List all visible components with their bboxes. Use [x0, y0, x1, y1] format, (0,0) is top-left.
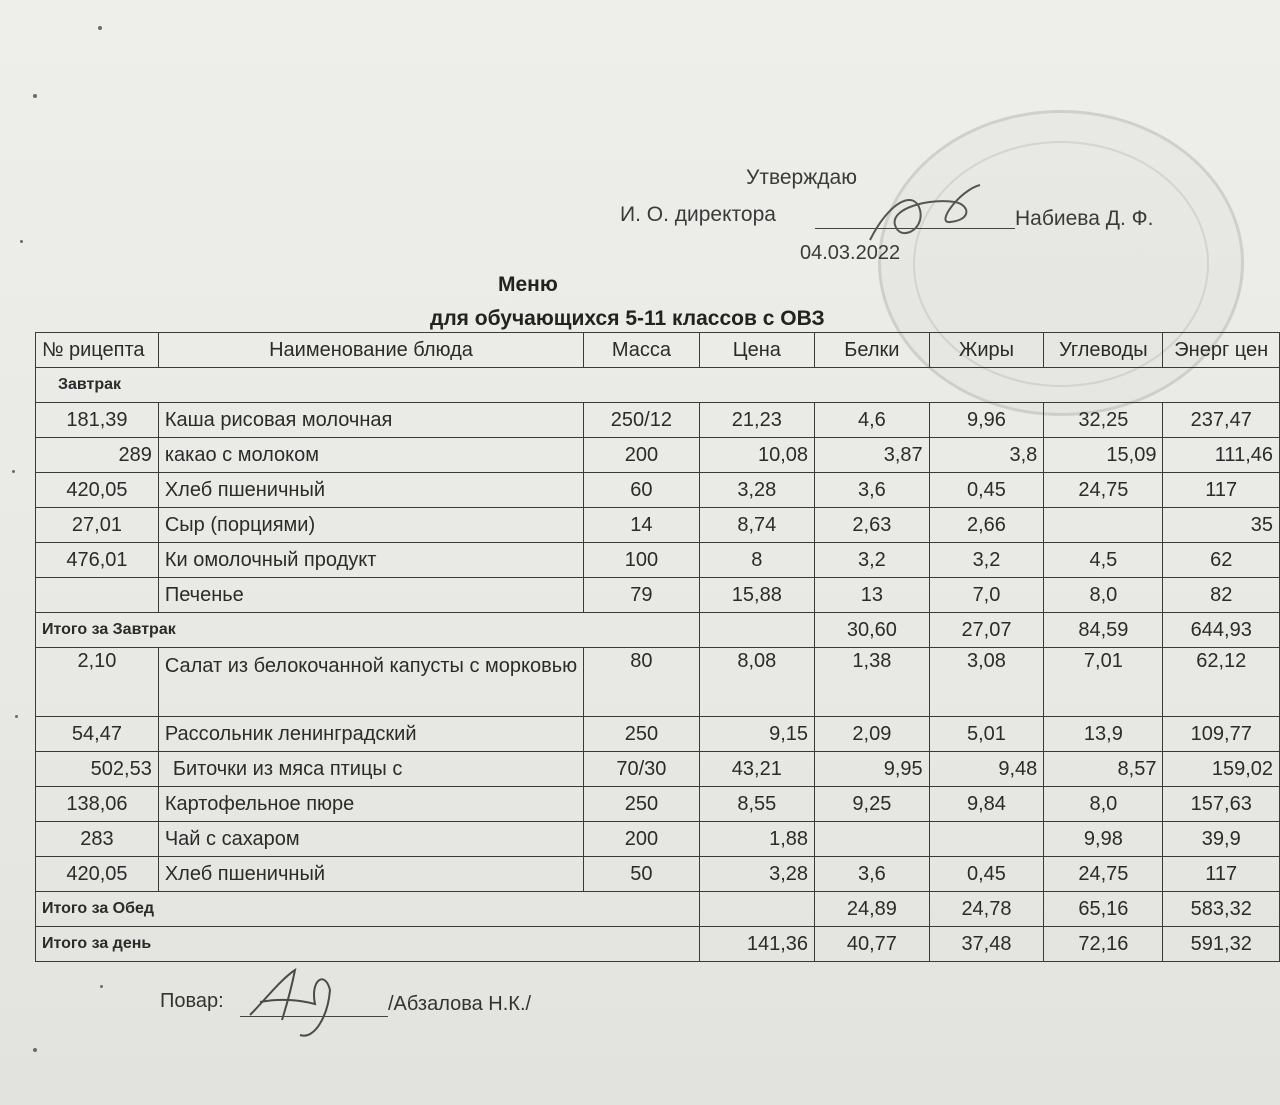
total-fat: 27,07: [929, 613, 1044, 648]
protein-cell: 2,63: [815, 508, 930, 543]
table-row: [36, 438, 1280, 473]
carbs-cell: 8,57: [1044, 752, 1163, 787]
dish-cell: Каша рисовая молочная: [158, 403, 583, 438]
total-price: [699, 613, 814, 648]
carbs-cell: 8,0: [1044, 578, 1163, 613]
table-row: [36, 473, 1280, 508]
carbs-cell: 9,98: [1044, 822, 1163, 857]
recipe-cell: 420,05: [36, 857, 159, 892]
director-name: Набиева Д. Ф.: [1015, 207, 1154, 230]
director-title: И. О. директора: [620, 203, 776, 226]
energy-cell: 62,12: [1163, 648, 1280, 717]
energy-cell: 82: [1163, 578, 1280, 613]
recipe-cell: 27,01: [36, 508, 159, 543]
total-carbs: 65,16: [1044, 892, 1163, 927]
total-energy: 591,32: [1163, 927, 1280, 962]
section-row-breakfast: [36, 368, 1280, 403]
table-row: [36, 717, 1280, 752]
carbs-cell: 4,5: [1044, 543, 1163, 578]
total-fat: 24,78: [929, 892, 1044, 927]
energy-cell: 157,63: [1163, 787, 1280, 822]
total-label: Итого за день: [36, 927, 700, 962]
total-protein: 40,77: [815, 927, 930, 962]
total-carbs: 84,59: [1044, 613, 1163, 648]
total-protein: 30,60: [815, 613, 930, 648]
speck: [33, 1048, 37, 1052]
carbs-cell: 15,09: [1044, 438, 1163, 473]
total-fat: 37,48: [929, 927, 1044, 962]
dish-cell: Хлеб пшеничный: [158, 473, 583, 508]
recipe-cell: 138,06: [36, 787, 159, 822]
total-price: [699, 892, 814, 927]
dish-cell: Рассольник ленинградский: [158, 717, 583, 752]
total-carbs: 72,16: [1044, 927, 1163, 962]
recipe-cell: 2,10: [36, 648, 159, 717]
section-label: Завтрак: [36, 368, 1280, 403]
protein-cell: 3,6: [815, 473, 930, 508]
energy-cell: 117: [1163, 473, 1280, 508]
dish-cell: Печенье: [158, 578, 583, 613]
protein-cell: 3,6: [815, 857, 930, 892]
energy-cell: 117: [1163, 857, 1280, 892]
price-cell: 8: [699, 543, 814, 578]
protein-cell: 2,09: [815, 717, 930, 752]
speck: [15, 715, 18, 718]
dish-cell: Хлеб пшеничный: [158, 857, 583, 892]
day-total-row: [36, 927, 1280, 962]
column-header: Масса: [584, 333, 699, 368]
energy-cell: 39,9: [1163, 822, 1280, 857]
dish-cell: Ки омолочный продукт: [158, 543, 583, 578]
table-row: [36, 822, 1280, 857]
price-cell: 43,21: [699, 752, 814, 787]
fat-cell: 7,0: [929, 578, 1044, 613]
total-energy: 583,32: [1163, 892, 1280, 927]
column-header: № рицепта: [36, 333, 159, 368]
mass-cell: 70/30: [584, 752, 699, 787]
mass-cell: 14: [584, 508, 699, 543]
dish-cell: Сыр (порциями): [158, 508, 583, 543]
fat-cell: 3,2: [929, 543, 1044, 578]
energy-cell: 62: [1163, 543, 1280, 578]
protein-cell: 3,2: [815, 543, 930, 578]
energy-cell: 111,46: [1163, 438, 1280, 473]
fat-cell: 2,66: [929, 508, 1044, 543]
protein-cell: 3,87: [815, 438, 930, 473]
total-energy: 644,93: [1163, 613, 1280, 648]
protein-cell: [815, 822, 930, 857]
energy-cell: 237,47: [1163, 403, 1280, 438]
mass-cell: 250: [584, 717, 699, 752]
carbs-cell: 32,25: [1044, 403, 1163, 438]
fat-cell: 5,01: [929, 717, 1044, 752]
mass-cell: 80: [584, 648, 699, 717]
breakfast-total-row: [36, 613, 1280, 648]
column-header: Жиры: [929, 333, 1044, 368]
fat-cell: 3,8: [929, 438, 1044, 473]
column-header: Наименование блюда: [158, 333, 583, 368]
protein-cell: 9,25: [815, 787, 930, 822]
column-header: Белки: [815, 333, 930, 368]
mass-cell: 50: [584, 857, 699, 892]
fat-cell: 9,48: [929, 752, 1044, 787]
price-cell: 21,23: [699, 403, 814, 438]
table-row: [36, 857, 1280, 892]
fat-cell: 9,84: [929, 787, 1044, 822]
lunch-total-row: [36, 892, 1280, 927]
mass-cell: 250/12: [584, 403, 699, 438]
mass-cell: 79: [584, 578, 699, 613]
protein-cell: 1,38: [815, 648, 930, 717]
carbs-cell: 24,75: [1044, 857, 1163, 892]
protein-cell: 4,6: [815, 403, 930, 438]
fat-cell: 9,96: [929, 403, 1044, 438]
column-header: Энерг цен: [1163, 333, 1280, 368]
recipe-cell: 502,53: [36, 752, 159, 787]
total-label: Итого за Обед: [36, 892, 700, 927]
table-row: [36, 508, 1280, 543]
cook-signature: [240, 960, 370, 1050]
carbs-cell: 24,75: [1044, 473, 1163, 508]
total-label: Итого за Завтрак: [36, 613, 700, 648]
dish-cell: Картофельное пюре: [158, 787, 583, 822]
carbs-cell: 8,0: [1044, 787, 1163, 822]
speck: [33, 94, 37, 98]
approve-label: Утверждаю: [746, 166, 857, 189]
speck: [12, 470, 15, 473]
price-cell: 10,08: [699, 438, 814, 473]
mass-cell: 100: [584, 543, 699, 578]
dish-cell: какао с молоком: [158, 438, 583, 473]
menu-subtitle: для обучающихся 5-11 классов с ОВЗ: [430, 307, 825, 330]
price-cell: 8,08: [699, 648, 814, 717]
speck: [20, 240, 23, 243]
total-price: 141,36: [699, 927, 814, 962]
recipe-cell: 283: [36, 822, 159, 857]
menu-table: [35, 332, 1280, 962]
price-cell: 8,74: [699, 508, 814, 543]
price-cell: 15,88: [699, 578, 814, 613]
fat-cell: 0,45: [929, 857, 1044, 892]
table-row: [36, 787, 1280, 822]
table-header-row: [36, 333, 1280, 368]
menu-title: Меню: [498, 273, 558, 296]
column-header: Углеводы: [1044, 333, 1163, 368]
cook-label: Повар:: [160, 990, 224, 1012]
recipe-cell: [36, 578, 159, 613]
price-cell: 9,15: [699, 717, 814, 752]
carbs-cell: [1044, 508, 1163, 543]
mass-cell: 60: [584, 473, 699, 508]
table-row: [36, 403, 1280, 438]
carbs-cell: 7,01: [1044, 648, 1163, 717]
price-cell: 8,55: [699, 787, 814, 822]
recipe-cell: 289: [36, 438, 159, 473]
dish-cell: Салат из белокочанной капусты с морковью: [158, 648, 583, 717]
recipe-cell: 181,39: [36, 403, 159, 438]
price-cell: 1,88: [699, 822, 814, 857]
price-cell: 3,28: [699, 473, 814, 508]
energy-cell: 35: [1163, 508, 1280, 543]
column-header: Цена: [699, 333, 814, 368]
recipe-cell: 420,05: [36, 473, 159, 508]
total-protein: 24,89: [815, 892, 930, 927]
dish-cell: Биточки из мяса птицы с: [158, 752, 583, 787]
approval-date: 04.03.2022: [800, 242, 901, 264]
speck: [98, 26, 102, 30]
energy-cell: 109,77: [1163, 717, 1280, 752]
speck: [100, 985, 103, 988]
carbs-cell: 13,9: [1044, 717, 1163, 752]
mass-cell: 250: [584, 787, 699, 822]
price-cell: 3,28: [699, 857, 814, 892]
table-row: [36, 648, 1280, 717]
dish-cell: Чай с сахаром: [158, 822, 583, 857]
protein-cell: 13: [815, 578, 930, 613]
fat-cell: [929, 822, 1044, 857]
protein-cell: 9,95: [815, 752, 930, 787]
fat-cell: 3,08: [929, 648, 1044, 717]
table-row: [36, 578, 1280, 613]
fat-cell: 0,45: [929, 473, 1044, 508]
mass-cell: 200: [584, 822, 699, 857]
table-row: [36, 543, 1280, 578]
cook-name: /Абзалова Н.К./: [388, 993, 532, 1015]
table-row: [36, 752, 1280, 787]
mass-cell: 200: [584, 438, 699, 473]
recipe-cell: 54,47: [36, 717, 159, 752]
energy-cell: 159,02: [1163, 752, 1280, 787]
recipe-cell: 476,01: [36, 543, 159, 578]
